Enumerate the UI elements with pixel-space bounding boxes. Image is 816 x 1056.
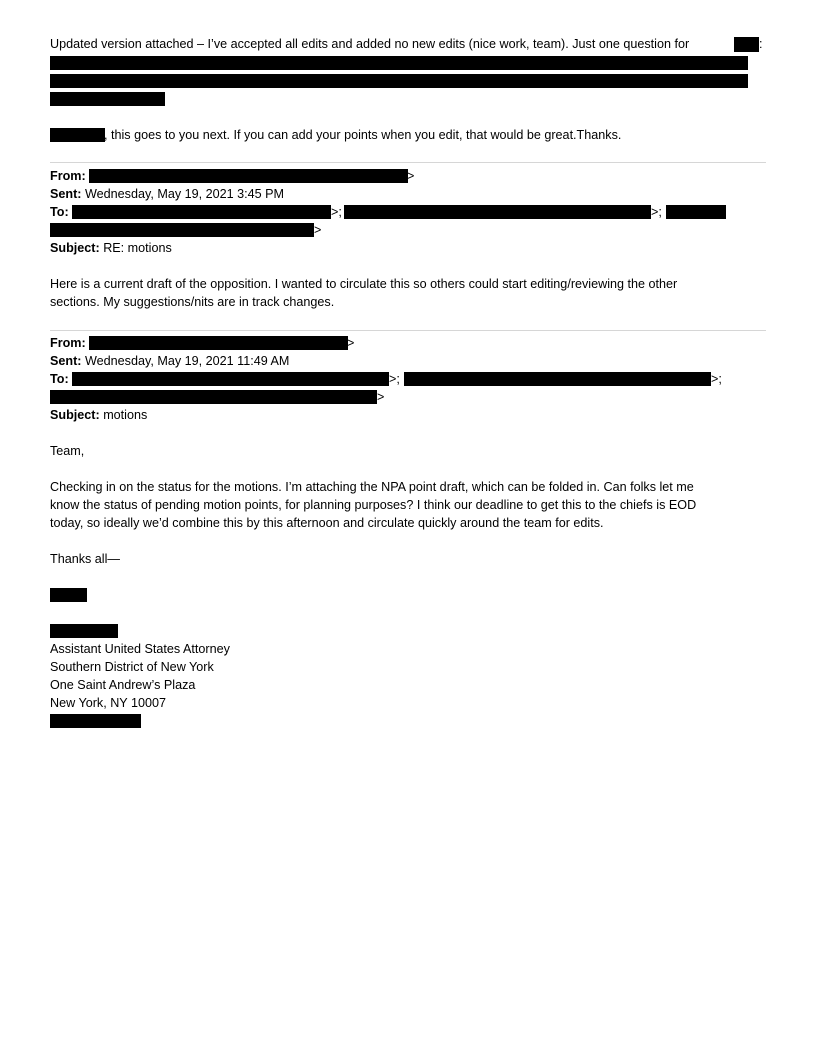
redaction-block bbox=[50, 223, 314, 237]
divider bbox=[50, 162, 766, 163]
intro-line: Updated version attached – I’ve accepted all edits and added no new edits (nice work, team). Just one question for bbox=[50, 37, 690, 51]
intro-next-note: , this goes to you next. If you can add your points when you edit, that would be great.Thanks. bbox=[104, 128, 622, 142]
intro-colon: : bbox=[759, 37, 763, 51]
from-label: From: bbox=[50, 169, 86, 183]
redaction-block bbox=[50, 74, 748, 88]
to-separator: >; bbox=[651, 205, 662, 219]
sent-line: Sent: Wednesday, May 19, 2021 11:49 AM bbox=[50, 354, 290, 368]
redaction-block bbox=[50, 56, 748, 70]
redaction-block bbox=[50, 588, 87, 602]
from-tail: > bbox=[407, 169, 415, 183]
to-tail: > bbox=[377, 390, 385, 404]
redaction-block bbox=[50, 624, 118, 638]
body-line: know the status of pending motion points, for planning purposes? I think our deadline to get this to the chiefs is EOD bbox=[50, 498, 697, 512]
subject-value: RE: motions bbox=[103, 241, 172, 255]
redaction-block bbox=[404, 372, 711, 386]
redaction-block bbox=[72, 372, 389, 386]
redaction-block bbox=[734, 37, 759, 52]
to-separator: >; bbox=[389, 372, 400, 386]
greeting: Team, bbox=[50, 444, 85, 458]
redaction-block bbox=[344, 205, 651, 219]
sent-value: Wednesday, May 19, 2021 3:45 PM bbox=[84, 187, 285, 201]
from-tail: > bbox=[347, 336, 355, 350]
to-separator: >; bbox=[711, 372, 722, 386]
to-tail: > bbox=[314, 223, 322, 237]
to-separator: >; bbox=[331, 205, 342, 219]
body-line: sections. My suggestions/nits are in track changes. bbox=[50, 295, 335, 309]
redaction-block bbox=[89, 169, 408, 183]
subject-line: Subject: motions bbox=[50, 408, 148, 422]
body-line: today, so ideally we’d combine this by this afternoon and circulate quickly around the team for edits. bbox=[50, 516, 604, 530]
redaction-block bbox=[50, 128, 105, 142]
to-label: To: bbox=[50, 205, 69, 219]
signature-address: New York, NY 10007 bbox=[50, 696, 166, 710]
subject-line: Subject: RE: motions bbox=[50, 241, 172, 255]
from-label: From: bbox=[50, 336, 86, 350]
body-line: Checking in on the status for the motions. I’m attaching the NPA point draft, which can be folded in. Can folks let me bbox=[50, 480, 694, 494]
sent-line: Sent: Wednesday, May 19, 2021 3:45 PM bbox=[50, 187, 285, 201]
signoff: Thanks all— bbox=[50, 552, 120, 566]
signature-address: One Saint Andrew’s Plaza bbox=[50, 678, 196, 692]
signature-title: Assistant United States Attorney bbox=[50, 642, 230, 656]
subject-value: motions bbox=[103, 408, 148, 422]
sent-value: Wednesday, May 19, 2021 11:49 AM bbox=[84, 354, 290, 368]
signature-office: Southern District of New York bbox=[50, 660, 214, 674]
redaction-block bbox=[50, 714, 141, 728]
to-label: To: bbox=[50, 372, 69, 386]
divider bbox=[50, 330, 766, 331]
body-line: Here is a current draft of the opposition. I wanted to circulate this so others could start editing/reviewing the other bbox=[50, 277, 678, 291]
redaction-block bbox=[50, 92, 165, 106]
redaction-block bbox=[666, 205, 726, 219]
redaction-block bbox=[89, 336, 348, 350]
redaction-block bbox=[50, 390, 377, 404]
redaction-block bbox=[72, 205, 331, 219]
